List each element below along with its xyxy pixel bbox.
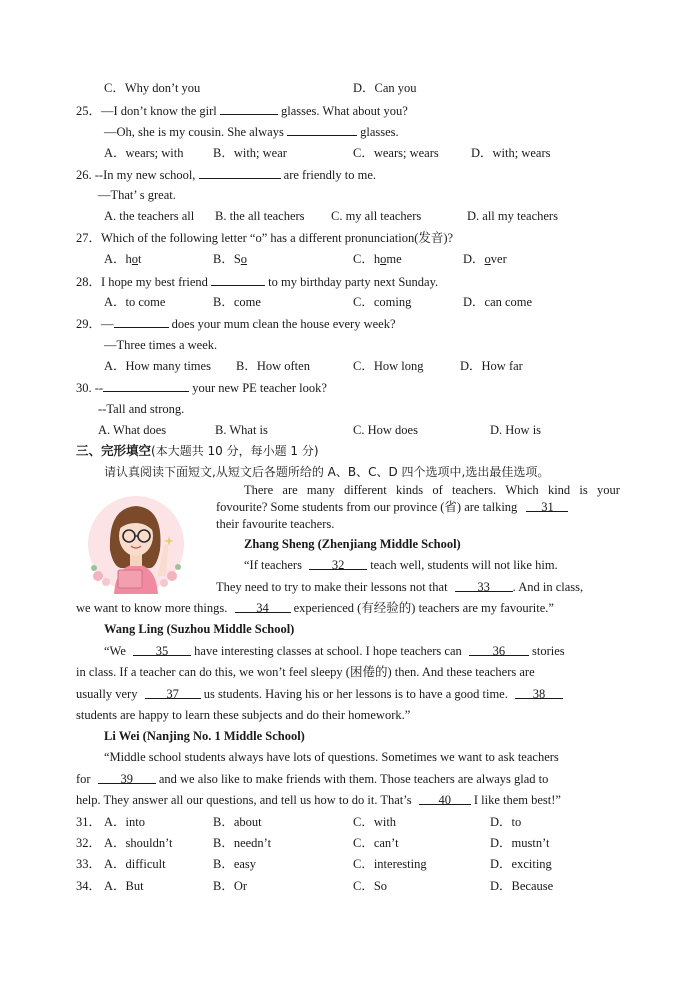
q31-option-b: B．about (213, 815, 262, 829)
q27-c-prefix: C．h (353, 252, 381, 266)
q25-option-c: C．wears; wears (353, 146, 439, 160)
q26-stem-text-b: are friendly to me. (283, 168, 376, 182)
q27-d-suffix: ver (490, 252, 507, 266)
q34-number: 34． (76, 879, 102, 893)
passage-intro-line-2 (216, 499, 568, 515)
passage-p3 (76, 600, 554, 616)
q31-option-a: A．into (104, 815, 145, 829)
q26-stem-text-a: --In my new school, (94, 168, 196, 182)
intro2-text: fovourite? Some students from our province (省) are talking (216, 500, 518, 514)
blank-36[interactable]: 36 (469, 643, 529, 656)
q27-b-prefix: B．S (213, 252, 241, 266)
q30-blank[interactable] (103, 379, 189, 392)
p6-text-a: usually very (76, 687, 138, 701)
p1-text-a: “If teachers (244, 558, 302, 572)
q24-option-d: D．Can you (353, 81, 417, 95)
q26-reply: —That’ s great. (98, 188, 176, 202)
q27-c-letter: o (380, 252, 387, 266)
intro-word: kind (547, 483, 571, 497)
q25-stem-text-b: glasses. What about you? (281, 104, 408, 118)
intro-word: many (306, 483, 335, 497)
q30-stem-text-b: your new PE teacher look? (192, 381, 327, 395)
blank-34[interactable]: 34 (235, 600, 291, 613)
q31-option-d: D．to (490, 815, 522, 829)
q34-option-b: B．Or (213, 879, 248, 893)
q25-option-d: D．with; wears (471, 146, 551, 160)
q26-option-b: B. the all teachers (215, 209, 305, 223)
q25-reply-text-a: —Oh, she is my cousin. She always (104, 125, 284, 139)
q26-blank[interactable] (199, 166, 281, 179)
p9-text-b: and we also like to make friends with them. Those teachers are always glad to (158, 772, 549, 786)
p2-text-a: They need to try to make their lessons not that (216, 580, 448, 594)
p10-text-a: help. They answer all our questions, and tell us how to do it. That’s (76, 793, 412, 807)
passage-intro-line-1 (244, 482, 620, 498)
speaker-li-wei: Li Wei (Nanjing No. 1 Middle School) (104, 729, 305, 743)
intro-word: There (244, 483, 274, 497)
speaker-zhang-sheng: Zhang Sheng (Zhenjiang Middle School) (244, 537, 461, 551)
passage-p8: “Middle school students always have lots of questions. Sometimes we want to ask teachers (104, 750, 559, 764)
q26-option-c: C. my all teachers (331, 209, 422, 223)
q30-option-a: A. What does (98, 423, 167, 437)
p4-text-c: stories (532, 644, 565, 658)
q27-d-prefix: D． (463, 252, 485, 266)
q27-c-suffix: me (386, 252, 402, 266)
q30-reply: --Tall and strong. (98, 402, 185, 416)
q33-option-b: B．easy (213, 857, 257, 871)
q29-blank[interactable] (114, 315, 169, 328)
q32-option-b: B．needn’t (213, 836, 272, 850)
q25-reply-text-b: glasses. (360, 125, 399, 139)
passage-p10 (76, 792, 561, 808)
intro-word: teachers. (452, 483, 497, 497)
q33-number: 33． (76, 857, 102, 871)
intro-word: Which (505, 483, 539, 497)
intro-word: different (343, 483, 387, 497)
passage-intro-line-3: their favourite teachers. (216, 517, 335, 531)
p3-text-a: we want to know more things. (76, 601, 228, 615)
blank-32[interactable]: 32 (309, 557, 367, 570)
q30-option-b: B. What is (215, 423, 268, 437)
q28-option-b: B．come (213, 295, 261, 309)
intro-word: kinds (396, 483, 424, 497)
blank-31[interactable]: 31 (526, 499, 568, 512)
q30-stem (76, 379, 327, 396)
q30-option-d: D. How is (490, 423, 542, 437)
p2-text-b: . And in class, (512, 580, 584, 594)
q30-stem-text-a: 30. -- (76, 381, 104, 395)
blank-35[interactable]: 35 (133, 643, 191, 656)
q28-stem-text-a: 28．I hope my best friend (76, 275, 208, 289)
q25-option-a: A．wears; with (104, 146, 184, 160)
q29-option-b: B．How often (236, 359, 310, 373)
p9-text-a: for (76, 772, 91, 786)
blank-39[interactable]: 39 (98, 771, 156, 784)
q26-stem (76, 166, 376, 183)
section3-note: (本大题共 10 分，每小题 1 分) (151, 444, 319, 458)
q26-option-d: D. all my teachers (467, 209, 558, 223)
q32-option-a: A．shouldn’t (104, 836, 173, 850)
q26-number: 26. (76, 168, 92, 182)
section3-instruction: 请认真阅读下面短文,从短文后各题所给的 A、B、C、D 四个选项中,选出最佳选项。 (104, 465, 550, 479)
passage-p6 (76, 686, 563, 702)
speaker-wang-ling: Wang Ling (Suzhou Middle School) (104, 622, 295, 636)
q31-option-c: C．with (353, 815, 397, 829)
p6-text-b: us students. Having his or her lessons is to have a good time. (203, 687, 508, 701)
q25-number: 25． (76, 104, 102, 118)
intro-word: your (597, 483, 620, 497)
passage-p1 (244, 557, 558, 573)
q29-stem (76, 315, 396, 332)
q25-option-b: B．with; wear (213, 146, 287, 160)
q25-reply (104, 123, 399, 140)
book-icon (118, 570, 142, 588)
passage-p5: in class. If a teacher can do this, we won’t feel sleepy (困倦的) then. And these teachers are (76, 665, 535, 679)
passage-p4 (104, 643, 565, 659)
q29-stem-text-a: 29．— (76, 317, 114, 331)
q28-option-d: D．can come (463, 295, 533, 309)
q27-b-letter: o (240, 252, 248, 266)
q29-option-d: D．How far (460, 359, 523, 373)
q27-a-suffix: t (138, 252, 142, 266)
q27-option-c (353, 251, 402, 267)
q32-number: 32． (76, 836, 102, 850)
blank-37[interactable]: 37 (145, 686, 201, 699)
q34-option-d: D．Because (490, 879, 554, 893)
q29-reply: —Three times a week. (104, 338, 218, 352)
intro-word: of (432, 483, 443, 497)
q32-option-c: C．can’t (353, 836, 399, 850)
p1-text-b: teach well, students will not like him. (370, 558, 558, 572)
intro-word: are (282, 483, 298, 497)
q25-blank-1[interactable] (220, 102, 278, 115)
passage-p7: students are happy to learn these subjects and do their homework.” (76, 708, 411, 722)
q28-stem (76, 273, 438, 290)
q33-option-d: D．exciting (490, 857, 552, 871)
q25-stem (76, 102, 408, 119)
blank-33[interactable]: 33 (455, 579, 513, 592)
blank-38[interactable]: 38 (515, 686, 563, 699)
passage-p2 (216, 579, 583, 595)
q27-d-letter: o (484, 252, 491, 266)
q34-option-c: C．So (353, 879, 388, 893)
blank-40[interactable]: 40 (419, 792, 471, 805)
q27-stem: 27．Which of the following letter “o” has a different pronunciation(发音)? (76, 231, 454, 245)
q25-stem-text-a: —I don’t know the girl (101, 104, 217, 118)
q34-option-a: A．But (104, 879, 144, 893)
q28-option-a: A．to come (104, 295, 166, 309)
p4-text-a: “We (104, 644, 126, 658)
q29-option-a: A．How many times (104, 359, 211, 373)
q33-option-a: A．difficult (104, 857, 166, 871)
q27-option-d (463, 251, 507, 267)
q27-option-a (104, 251, 142, 267)
section3-heading (76, 443, 319, 459)
q28-stem-text-b: to my birthday party next Sunday. (268, 275, 439, 289)
q28-blank[interactable] (211, 273, 265, 286)
q32-option-d: D．mustn’t (490, 836, 550, 850)
teacher-illustration (84, 490, 188, 594)
p3-text-b: experienced (有经验的) teachers are my favourite.” (293, 601, 554, 615)
q25-blank-2[interactable] (287, 123, 357, 136)
q24-option-c: C．Why don’t you (104, 81, 201, 95)
q30-option-c: C. How does (353, 423, 418, 437)
q29-option-c: C．How long (353, 359, 424, 373)
p10-text-b: I like them best!” (473, 793, 561, 807)
passage-p9 (76, 771, 548, 787)
q27-option-b (213, 251, 247, 267)
p4-text-b: have interesting classes at school. I hope teachers can (194, 644, 462, 658)
q26-option-a: A. the teachers all (104, 209, 195, 223)
q31-number: 31． (76, 815, 102, 829)
q28-option-c: C．coming (353, 295, 412, 309)
intro-word: is (579, 483, 588, 497)
q27-a-prefix: A．h (104, 252, 132, 266)
q27-a-letter: o (131, 252, 139, 266)
section3-title: 三、完形填空 (76, 443, 152, 458)
q29-stem-text-b: does your mum clean the house every week? (171, 317, 396, 331)
q33-option-c: C．interesting (353, 857, 427, 871)
